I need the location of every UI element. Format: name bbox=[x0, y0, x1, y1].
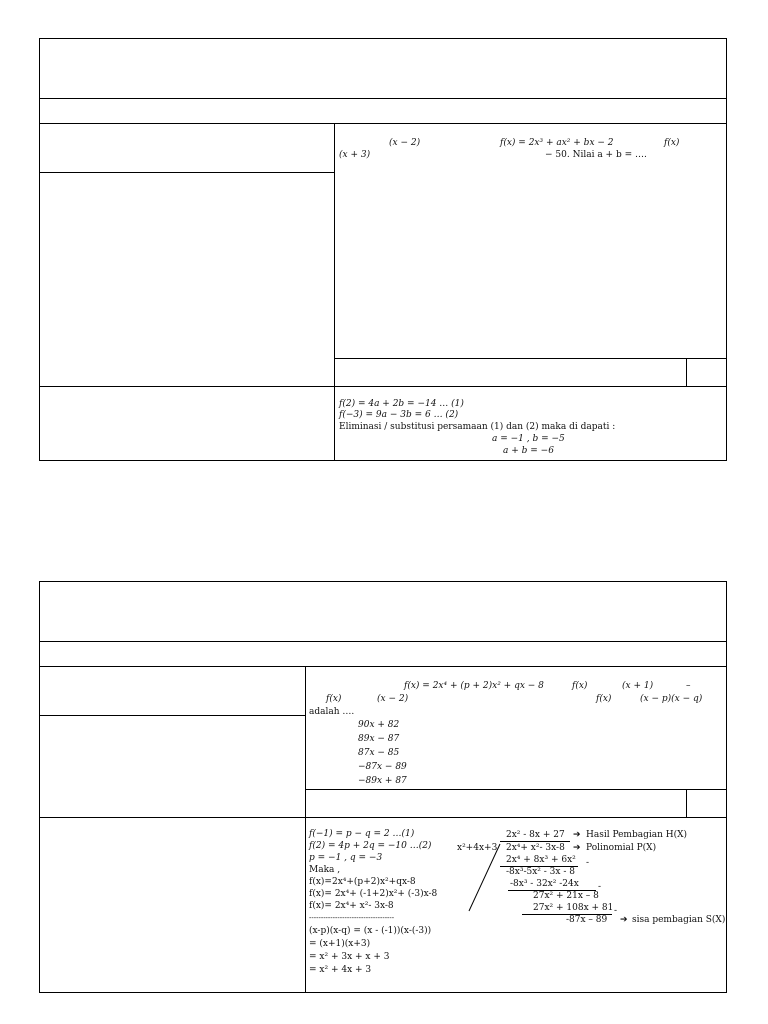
division-step: 27x² + 21x – 8 bbox=[533, 891, 599, 901]
q1-solution-line: a = −1 , b = −5 bbox=[492, 434, 565, 444]
division-divisor: x²+4x+3 bbox=[457, 843, 498, 853]
divider bbox=[39, 641, 727, 642]
q2-option: 89x − 87 bbox=[358, 734, 400, 744]
division-minus: - bbox=[614, 906, 618, 916]
division-dividend: 2x⁴+ x²- 3x-8 bbox=[506, 843, 565, 853]
divider bbox=[305, 666, 306, 993]
q1-divisor-2: (x + 3) bbox=[339, 150, 371, 160]
division-remainder: -87x – 89 bbox=[566, 915, 608, 925]
division-step: -8x³ - 32x² -24x bbox=[510, 879, 579, 889]
q2-function-ref: f(x) bbox=[326, 694, 342, 704]
q2-solution-line: = x² + 4x + 3 bbox=[309, 965, 372, 975]
arrow-right-icon: ➔ bbox=[620, 915, 628, 925]
arrow-right-icon: ➔ bbox=[573, 830, 581, 840]
q2-solution-line: f(x)=2x⁴+(p+2)x²+qx-8 bbox=[309, 877, 416, 887]
q2-solution-line: f(x)= 2x⁴+ x²- 3x-8 bbox=[309, 901, 394, 911]
divider bbox=[334, 123, 335, 461]
divider bbox=[39, 98, 727, 99]
divider bbox=[686, 789, 687, 817]
q2-option: 90x + 82 bbox=[358, 720, 400, 730]
q1-solution-line: f(2) = 4a + 2b = −14 … (1) bbox=[339, 399, 464, 409]
division-remainder-note: sisa pembagian S(X) bbox=[632, 915, 726, 925]
q1-solution-line: Eliminasi / substitusi persamaan (1) dan (2) maka di dapati : bbox=[339, 422, 616, 432]
divider bbox=[39, 123, 727, 124]
q2-adalah: adalah …. bbox=[309, 707, 355, 717]
divider bbox=[334, 358, 727, 359]
division-bracket-top bbox=[500, 841, 570, 842]
division-quotient-note: Hasil Pembagian H(X) bbox=[586, 830, 688, 840]
question-table-1 bbox=[39, 38, 727, 461]
division-step: 27x² + 108x + 81 bbox=[533, 903, 614, 913]
q2-divisor-2: (x − 2) bbox=[377, 694, 409, 704]
q1-remainder-question: − 50. Nilai a + b = …. bbox=[545, 150, 647, 160]
q2-function: f(x) = 2x⁴ + (p + 2)x² + qx − 8 bbox=[404, 681, 544, 691]
q2-option: −87x − 89 bbox=[358, 762, 407, 772]
q2-divisor-3: (x − p)(x − q) bbox=[640, 694, 703, 704]
arrow-right-icon: ➔ bbox=[573, 843, 581, 853]
division-minus: - bbox=[598, 882, 602, 892]
division-bracket bbox=[466, 843, 506, 913]
q2-solution-line: f(−1) = p − q = 2 …(1) bbox=[309, 829, 415, 839]
q2-option: −89x + 87 bbox=[358, 776, 407, 786]
q1-solution-line: f(−3) = 9a − 3b = 6 … (2) bbox=[339, 410, 459, 420]
division-step: -8x³-5x² - 3x - 8 bbox=[506, 867, 575, 877]
divider bbox=[39, 666, 727, 667]
q2-solution-line: p = −1 , q = −3 bbox=[309, 853, 383, 863]
q2-function-ref: f(x) bbox=[572, 681, 588, 691]
division-dividend-note: Polinomial P(X) bbox=[586, 843, 657, 853]
divider bbox=[39, 172, 334, 173]
division-step: 2x⁴ + 8x³ + 6x² bbox=[506, 855, 576, 865]
q1-divisor-1: (x − 2) bbox=[389, 138, 421, 148]
divider bbox=[305, 789, 727, 790]
q2-solution-line: (x-p)(x-q) = (x - (-1))(x-(-3)) bbox=[309, 926, 432, 936]
q1-function: f(x) = 2x³ + ax² + bx − 2 bbox=[500, 138, 614, 148]
q2-solution-line: f(2) = 4p + 2q = −10 …(2) bbox=[309, 841, 432, 851]
q2-solution-separator: ------------------------------------ bbox=[309, 914, 395, 922]
divider bbox=[39, 715, 305, 716]
q2-solution-line: Maka , bbox=[309, 865, 341, 875]
divider bbox=[39, 817, 727, 818]
divider bbox=[39, 386, 727, 387]
division-minus: - bbox=[586, 858, 590, 868]
division-quotient: 2x² - 8x + 27 bbox=[506, 830, 565, 840]
q2-solution-line: = x² + 3x + x + 3 bbox=[309, 952, 390, 962]
q2-option: 87x − 85 bbox=[358, 748, 400, 758]
q1-solution-line: a + b = −6 bbox=[503, 446, 554, 456]
q2-solution-line: = (x+1)(x+3) bbox=[309, 939, 371, 949]
q1-function-ref: f(x) bbox=[664, 138, 680, 148]
q2-divisor-1: (x + 1) bbox=[622, 681, 654, 691]
divider bbox=[686, 358, 687, 386]
q2-function-ref: f(x) bbox=[596, 694, 612, 704]
q2-dash: – bbox=[686, 681, 691, 691]
q2-solution-line: f(x)= 2x⁴+ (-1+2)x²+ (-3)x-8 bbox=[309, 889, 438, 899]
